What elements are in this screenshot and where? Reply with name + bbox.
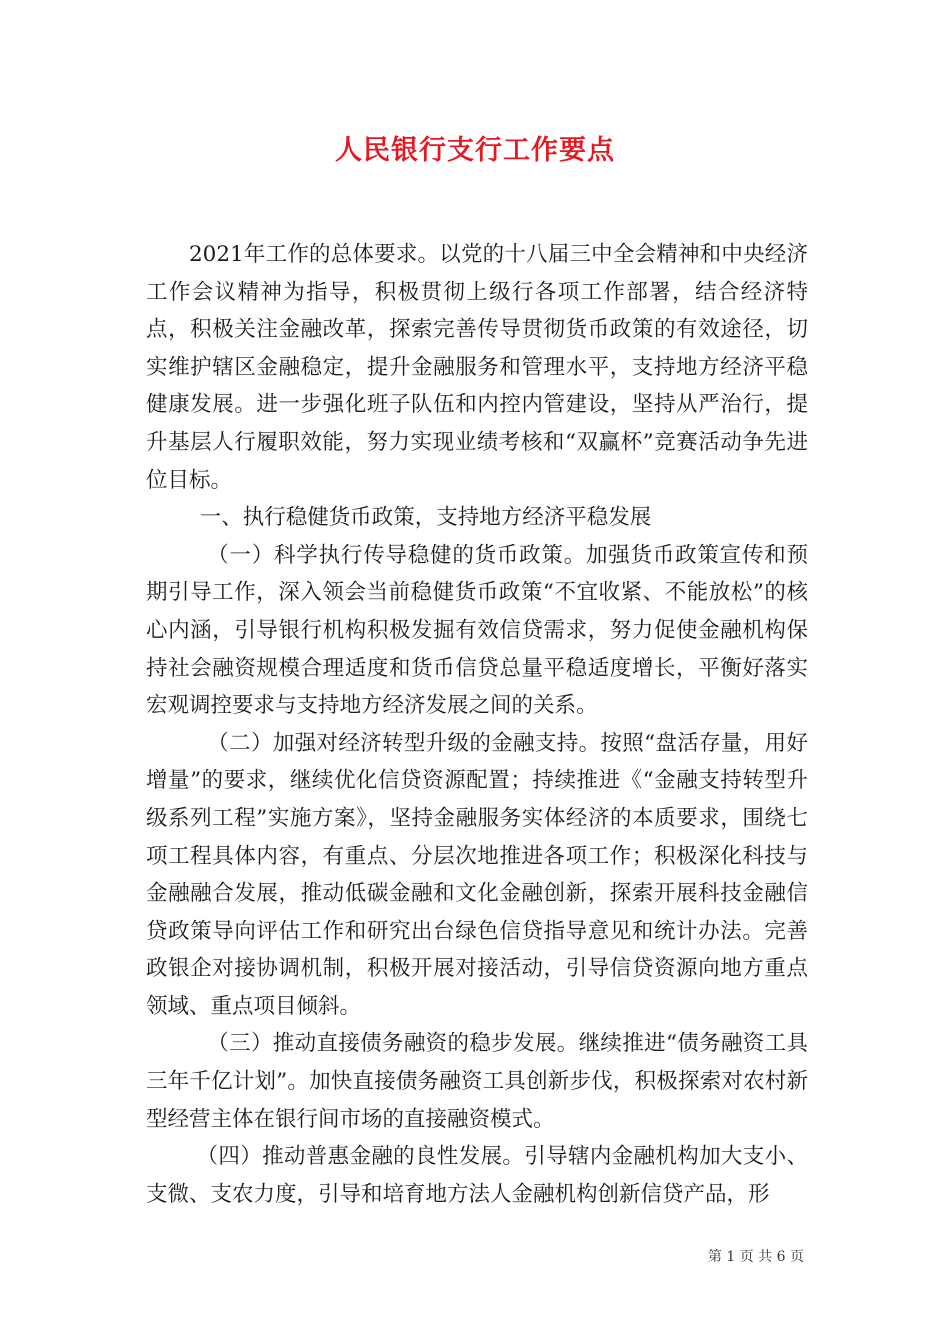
section-heading-1: 一、执行稳健货币政策，支持地方经济平稳发展: [199, 505, 652, 531]
document-title: 人民银行支行工作要点: [335, 135, 615, 166]
paragraph-item-3: （三）推动直接债务融资的稳步发展。继续推进“债务融资工具三年千亿计划”。加快直接债务融资工具创新步伐，积极探索对农村新型经营主体在银行间市场的直接融资模式。: [146, 1031, 808, 1132]
page-number: 第 1 页 共 6 页: [707, 1249, 804, 1265]
paragraph-overall-requirements: 2021年工作的总体要求。以党的十八届三中全会精神和中央经济工作会议精神为指导，积极贯彻上级行各项工作部署，结合经济特点，积极关注金融改革，探索完善传导贯彻货币政策的有效途径，切实维护辖区金融稳定，提升金融服务和管理水平，支持地方经济平稳健康发展。进一步强化班子队伍和内控内管建设，坚持从严治行，提升基层人行履职效能，努力实现业绩考核和“双赢杯”竞赛活动争先进位目标。: [146, 242, 808, 493]
paragraph-item-2: （二）加强对经济转型升级的金融支持。按照“盘活存量，用好增量”的要求，继续优化信贷资源配置；持续推进《“金融支持转型升级系列工程”实施方案》，坚持金融服务实体经济的本质要求，围绕七项工程具体内容，有重点、分层次地推进各项工作；积极深化科技与金融融合发展，推动低碳金融和文化金融创新，探索开展科技金融信贷政策导向评估工作和研究出台绿色信贷指导意见和统计办法。完善政银企对接协调机制，积极开展对接活动，引导信贷资源向地方重点领域、重点项目倾斜。: [146, 730, 808, 1019]
paragraph-item-1: （一）科学执行传导稳健的货币政策。加强货币政策宣传和预期引导工作，深入领会当前稳健货币政策“不宜收紧、不能放松”的核心内涵，引导银行机构积极发掘有效信贷需求，努力促使金融机构保持社会融资规模合理适度和货币信贷总量平稳适度增长，平衡好落实宏观调控要求与支持地方经济发展之间的关系。: [146, 542, 808, 719]
paragraph-item-4: （四）推动普惠金融的良性发展。引导辖内金融机构加大支小、支微、支农力度，引导和培育地方法人金融机构创新信贷产品，形: [146, 1144, 808, 1207]
document-body: [146, 236, 808, 1213]
